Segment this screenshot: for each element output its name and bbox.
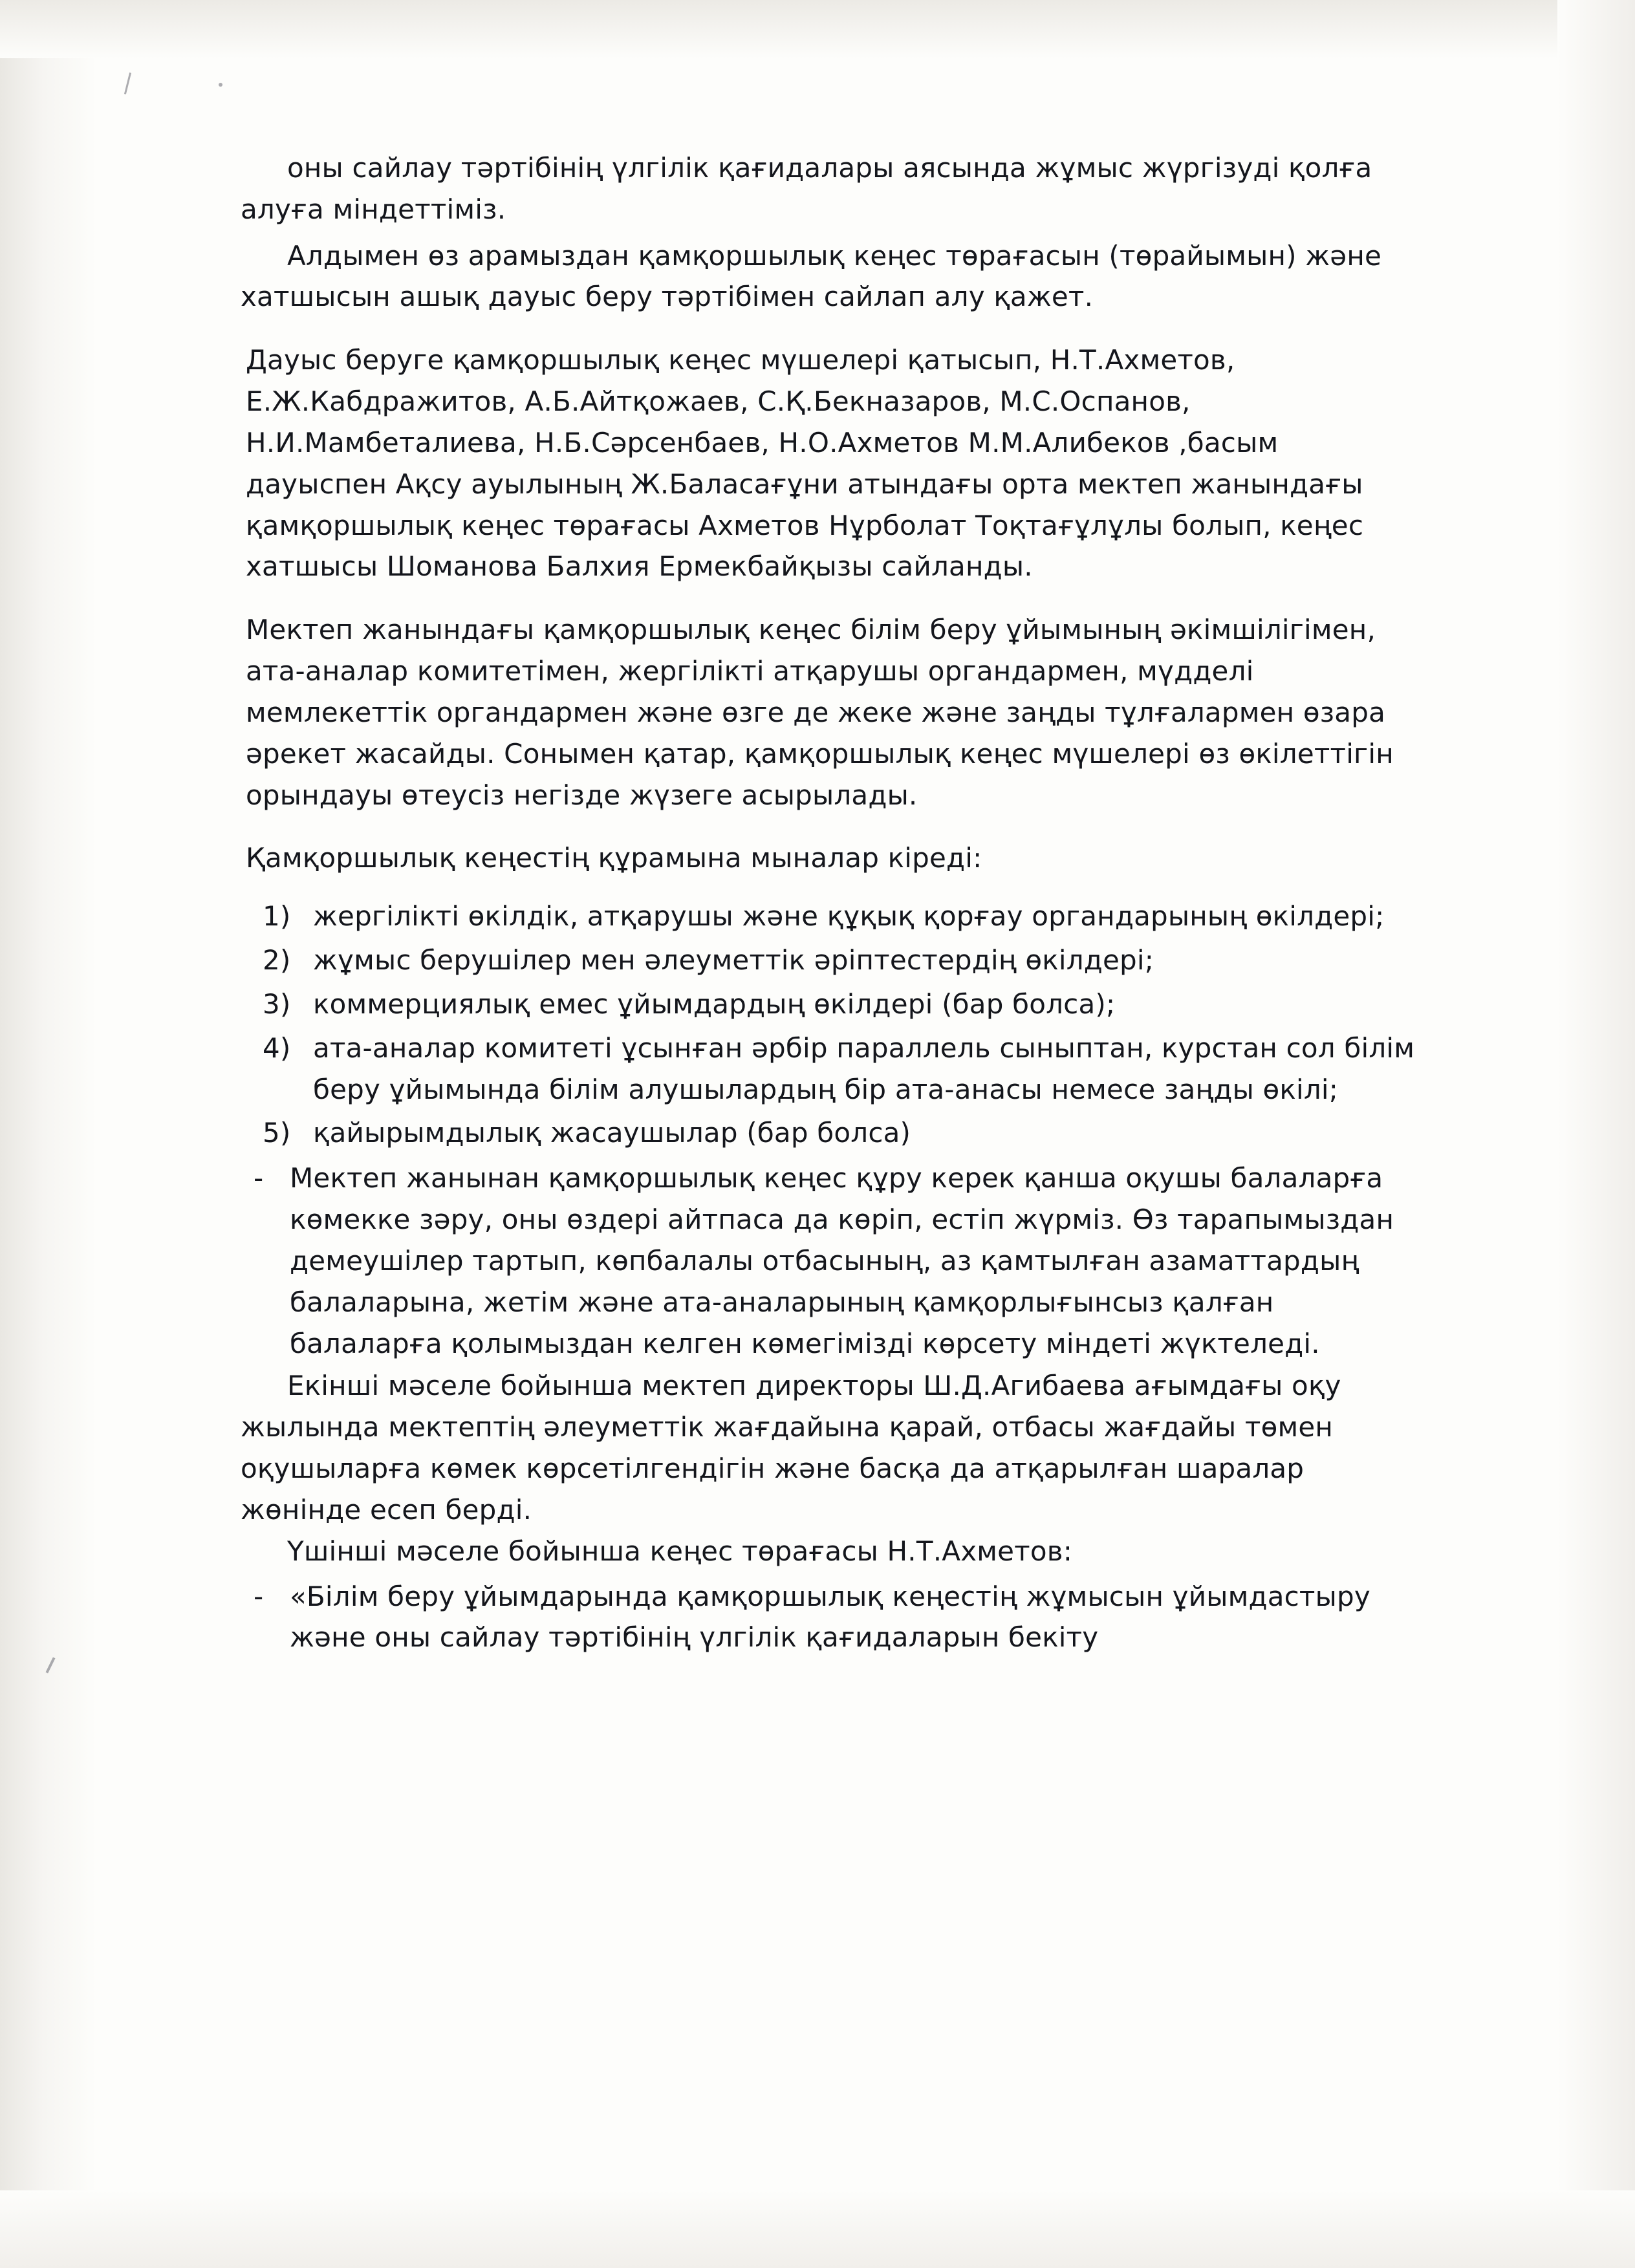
paragraph-intro-1: оны сайлау тәртібінің үлгілік қағидалары аясында жұмыс жүргізуді қолға алуға міндеттіміз. [241, 152, 1372, 225]
list-item [241, 1158, 1418, 1364]
list-item-marker: - [254, 1162, 264, 1194]
list-item-marker: 4) [263, 1031, 291, 1064]
scan-shadow-bottom [0, 2190, 1635, 2268]
list-item-text: жергілікті өкілдік, атқарушы және құқық қорғау органдарының өкілдері; [313, 900, 1385, 933]
composition-list [241, 896, 1418, 1154]
paragraph-intro-2: Алдымен өз арамыздан қамқоршылық кеңес төрағасын (төрайымын) және хатшысын ашық дауыс беру тәртібімен сайлап алу қажет. [241, 239, 1382, 313]
list-item-text: жұмыс берушілер мен әлеуметтік әріптестердің өкілдері; [313, 944, 1154, 977]
list-item-marker: 5) [263, 1117, 291, 1149]
paragraph-body-1: Дауыс беруге қамқоршылық кеңес мүшелері қатысып, Н.Т.Ахметов, Е.Ж.Кабдражитов, А.Б.Айтқожаев, С.Қ.Бекназаров, М.С.Оспанов, Н.И.Мамбеталиева, Н.Б.Сәрсенбаев, Н.О.Ахметов М.М.Алибеков ,басым дауыспен Ақсу ауылының Ж.Баласағұни атындағы орта мектеп жанындағы қамқоршылық кеңес төрағасы Ахметов Нұрболат Тоқтағұлұлы болып, кеңес хатшысы Шоманова Балхия Ермекбайқызы сайланды. [246, 344, 1364, 583]
scan-shadow-top [0, 0, 1635, 58]
document-body [241, 147, 1418, 1659]
list-item-marker: 3) [263, 988, 291, 1020]
paragraph-closing-2: Үшінші мәселе бойынша кеңес төрағасы Н.Т.Ахметов: [287, 1535, 1073, 1567]
paragraph-closing-1: Екінші мәселе бойынша мектеп директоры Ш.Д.Агибаева ағымдағы оқу жылында мектептің әлеуметтік жағдайына қарай, отбасы жағдайы төмен оқушыларға көмек көрсетілгендігін және басқа да атқарылған шаралар жөнінде есеп берді. [241, 1370, 1341, 1526]
list-item-text: «Білім беру ұйымдарында қамқоршылық кеңестің жұмысын ұйымдастыру және оны сайлау тәртібінің үлгілік қағидаларын бекіту [290, 1580, 1370, 1654]
stray-pen-mark-left [46, 1657, 56, 1673]
list-item-text: Мектеп жанынан қамқоршылық кеңес құру керек қанша оқушы балаларға көмекке зәру, оны өздері айтпаса да көріп, естіп жүрміз. Өз тарапымыздан демеушілер тартып, көпбалалы отбасының, аз қамтылған азаматтардың балаларына, жетім және ата-аналарының қамқорлығынсыз қалған балаларға қолымыздан келген көмегімізді көрсету міндеті жүктеледі. [290, 1162, 1394, 1359]
list-item [241, 1576, 1418, 1659]
list-item-marker: 2) [263, 944, 291, 977]
dashed-list [241, 1158, 1418, 1364]
stray-pen-mark-top [124, 72, 131, 94]
list-item-marker: 1) [263, 900, 291, 933]
dashed-list-final [241, 1576, 1418, 1659]
list-item [241, 940, 1418, 981]
paragraph-body-2: Мектеп жанындағы қамқоршылық кеңес білім беру ұйымының әкімшілігімен, ата-аналар комитетімен, жергілікті атқарушы органдармен, мүдделі мемлекеттік органдармен және өзге де жеке және заңды тұлғалармен өзара әрекет жасайды. Сонымен қатар, қамқоршылық кеңес мүшелері өз өкілеттігін орындауы өтеусіз негізде жүзеге асырылады. [246, 614, 1394, 811]
list-item-text: қайырымдылық жасаушылар (бар болса) [313, 1117, 911, 1149]
list-item-marker: - [254, 1580, 264, 1612]
list-item-text: коммерциялық емес ұйымдардың өкілдері (бар болса); [313, 988, 1116, 1020]
scan-shadow-left [0, 0, 97, 2268]
stray-pen-mark-dot [219, 83, 222, 87]
list-item [241, 896, 1418, 937]
list-lead-in: Қамқоршылық кеңестің құрамына мыналар кіреді: [246, 842, 982, 874]
list-item-text: ата-аналар комитеті ұсынған әрбір параллель сыныптан, курстан сол білім беру ұйымында білім алушылардың бір ата-анасы немесе заңды өкілі; [313, 1031, 1415, 1105]
list-item [241, 1028, 1418, 1110]
list-item [241, 984, 1418, 1025]
list-item [241, 1112, 1418, 1154]
scan-shadow-right [1557, 0, 1635, 2268]
